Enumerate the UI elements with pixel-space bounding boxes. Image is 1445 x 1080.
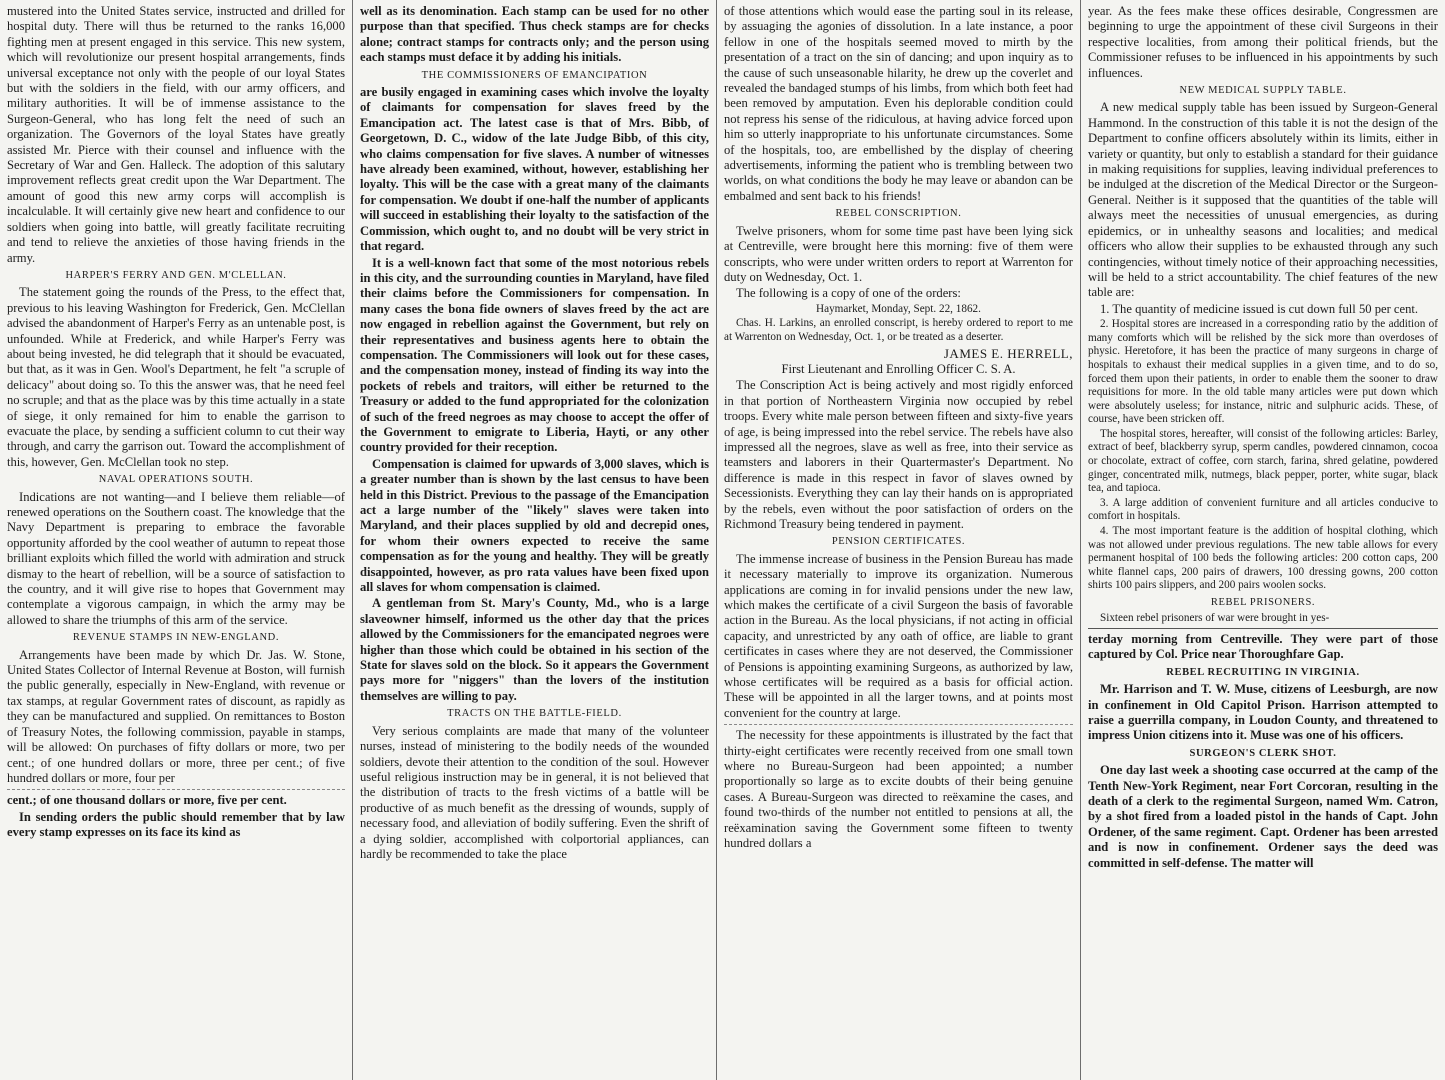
- section-heading: NEW MEDICAL SUPPLY TABLE.: [1179, 85, 1347, 97]
- article-paragraph: In sending orders the public should remember that by law every stamp expresses on its face its kind as: [7, 809, 345, 840]
- article-paragraph: are busily engaged in examining cases which involve the loyalty of claimants for compensation for slaves freed by the Emancipation act. The latest case is that of Mrs. Bibb, of Georgetown, D. C., widow of the late Judge Bibb, of this city, who claims compensation for five slaves. A number of witnesses have already been examined, without, however, establishing her loyalty. This will be the case with a great many of the claimants for compensation. We doubt if one-half the number of applicants will succeed in establishing their loyalty to the satisfaction of the Commission, which ought to, and no doubt will be very strict in that regard.: [360, 85, 709, 254]
- section-heading: HARPER'S FERRY AND GEN. M'CLELLAN.: [65, 269, 287, 281]
- article-paragraph: Mr. Harrison and T. W. Muse, citizens of Leesburgh, are now in confinement in Old Capitol Prison. Harrison attempted to raise a guerrilla company, in Loudon County, and threatened to impress Union citizens into it. Muse was one of his officers.: [1088, 682, 1438, 743]
- column-1: [0, 0, 352, 1080]
- article-paragraph: The following is a copy of one of the orders:: [736, 286, 961, 301]
- order-text: Chas. H. Larkins, an enrolled conscript, is hereby ordered to report to me at Warrenton on Wednesday, Oct. 1, or be treated as a deserter.: [724, 317, 1073, 343]
- article-paragraph: year. As the fees make these offices desirable, Congressmen are beginning to urge the appointment of these civil Surgeons in their respective localities, from among their political friends, but the Commissioner refuses to be influenced in his appointments by such influences.: [1088, 4, 1438, 80]
- article-paragraph: Arrangements have been made by which Dr. Jas. W. Stone, United States Collector of Internal Revenue at Boston, will furnish the public generally, especially in New-England, with revenue or tax stamps, at regular Government rates of discount, as rapidly as they can be manufactured and supplied. On remittances to Boston of Treasury Notes, the following commission, payable in stamps, will be allowed: On purchases of fifty dollars or more, two per cent.; of one hundred dollars or more, three per cent.; of five hundred dollars or more, four per: [7, 647, 345, 785]
- list-item: 2. Hospital stores are increased in a corresponding ratio by the addition of many comforts which will be relished by the sick more than overdoses of physic. Heretofore, it has been the practice of many surgeons in charge of hospitals to exhaust their medical supplies in a given time, and to do so, forced them upon their patients, in order to enable them the sooner to draw requisitions for more. In the old table many articles were put down which were absolutely useless; for instance, nitric and sulphuric acids. These, of course, have been stricken off.: [1088, 318, 1438, 426]
- section-heading: REBEL PRISONERS.: [1210, 597, 1316, 608]
- list-item: 4. The most important feature is the addition of hospital clothing, which was not allowed under previous regulations. The new table allows for every permanent hospital of 100 beds the following articles: 200 cotton caps, 200 white flannel caps, 200 pairs of drawers, 100 dressing gowns, 200 cotton shirts 100 pairs slippers, and 200 pairs woolen socks.: [1088, 525, 1438, 592]
- order-signature-name: JAMES E. HERRELL,: [943, 345, 1073, 361]
- section-heading: THE COMMISSIONERS OF EMANCIPATION: [421, 69, 648, 81]
- article-paragraph: cent.; of one thousand dollars or more, five per cent.: [7, 793, 287, 808]
- article-paragraph: of those attentions which would ease the parting soul in its release, by assuaging the agonies of dissolution. In a late instance, a poor fellow in one of the hospitals seemed moved to mirth by the presentation of a tract on the sin of dancing; and upon inquiry as to the cause of such unseasonable hilarity, he drew up the coverlet and revealed the bandaged stumps of his limbs, from which both feet had been removed by amputation. Even his deplorable condition could not repress his sense of the ridiculous, at having advice forced upon him so utterly inappropriate to his unfortunate circumstances. Some of the hospitals, too, are embellished by the display of cheering advertisements, informing the patient who is trembling between two worlds, on what conditions the body he may leave or abandon can be embalmed and sent back to his friends!: [724, 4, 1073, 203]
- article-paragraph: The statement going the rounds of the Press, to the effect that, previous to his leaving Washington for Frederick, Gen. McClellan advised the abandonment of Harper's Ferry as an untenable post, is unfounded. While at Frederick, and while Harper's Ferry was about being invested, he did telegraph that it should be evacuated, but that, as it was in Gen. Wool's Department, he felt "a scruple of delicacy" about doing so. To this the answer was, that he need feel no scruple; and that as the place was by this time actually in a state of siege, it only remained for him to enable the garrison to evacuate the place, by sending a sufficient column to cut their way through, and carry the garrison out. Toward the accomplishment of this, however, Gen. McClellan took no step.: [7, 285, 345, 469]
- article-paragraph: Twelve prisoners, whom for some time past have been lying sick at Centreville, were brought here this morning: five of them were conscripts, who were under written orders to report at Warrenton for duty on Wednesday, Oct. 1.: [724, 223, 1073, 284]
- section-heading: REBEL CONSCRIPTION.: [835, 208, 962, 220]
- section-heading: PENSION CERTIFICATES.: [831, 536, 966, 548]
- section-heading: REVENUE STAMPS IN NEW-ENGLAND.: [72, 632, 280, 644]
- order-signature-title: First Lieutenant and Enrolling Officer C. S. A.: [781, 361, 1016, 376]
- article-paragraph: The Conscription Act is being actively and most rigidly enforced in that portion of Northeastern Virginia now occupied by rebel troops. Every white male person between fifteen and sixty-five years of age, is being impressed into the rebel service. The rebels have also impressed all the negroes, slave as well as free, into their service as teamsters and laborers in their Quartermaster's Department. No difference is made in this respect in favor of slaves owned by Secessionists. Everything they can lay their hands on is appropriated by the rebels, even without the poor satisfaction of orders on the Richmond Treasury being tendered in payment.: [724, 378, 1073, 531]
- clipping-seam: [7, 789, 345, 790]
- article-paragraph: Sixteen rebel prisoners of war were brought in yes-: [1100, 612, 1330, 625]
- section-heading: SURGEON'S CLERK SHOT.: [1189, 747, 1337, 759]
- article-paragraph: Compensation is claimed for upwards of 3,000 slaves, which is a greater number than is shown by the last census to have been held in this District. Previous to the passage of the Emancipation act a large number of the "likely" slaves were taken into Maryland, and their places supplied by old and decrepid ones, for whom their owners expected to receive the same compensation as for the young and healthy. They will be greatly disappointed, however, as pro rata values have been fixed upon all slaves for whom compensation is claimed.: [360, 456, 709, 595]
- article-paragraph: The necessity for these appointments is illustrated by the fact that thirty-eight certificates were recently received from one small town where no Bureau-Surgeon had been appointed; a number proportionally so large as to excite doubts of their being genuine cases. A Bureau-Surgeon was directed to reëxamine the cases, and found two-thirds of the number not entitled to pensions at all, the reëxamination saving the Government some fifteen to twenty hundred dollars a: [724, 728, 1073, 851]
- article-paragraph: The immense increase of business in the Pension Bureau has made it necessary materially to improve its organization. Numerous applications are coming in for invalid pensions under the new law, which makes the certificate of a civil Surgeon the basis of favorable action in the Bureau. As the local physicians, if not acting in official capacity, and unrestricted by any oath of office, are liable to grant certificates in cases where they are not deserved, the Commissioner of Pensions is appointing examining Surgeons, as authorized by law, whose certificates will be required as a basis for official action. These will be appointed in all the larger towns, and at points most convenient for the country at large.: [724, 551, 1073, 720]
- article-paragraph: well as its denomination. Each stamp can be used for no other purpose than that specified. Thus check stamps are for checks alone; contract stamps for contracts only; and the person using each stamps must deface it by adding his initials.: [360, 4, 709, 65]
- clipping-seam: [1088, 628, 1438, 629]
- section-heading: REBEL RECRUITING IN VIRGINIA.: [1166, 666, 1360, 678]
- article-paragraph: One day last week a shooting case occurred at the camp of the Tenth New-York Regiment, near Fort Corcoran, resulting in the death of a clerk to the regimental Surgeon, named Wm. Catron, by a shot fired from a loaded pistol in the hands of Capt. John Ordener, of the same regiment. Capt. Ordener has been arrested and is now in confinement. Ordener says the deed was committed in self-defense. The matter will: [1088, 763, 1438, 870]
- column-2: [352, 0, 716, 1080]
- article-paragraph: mustered into the United States service, instructed and drilled for hospital duty. There will thus be returned to the ranks 16,000 fighting men at present engaged in this service. This new system, which will revolutionize our present hospital arrangements, finds universal exceptance not only with the people of our loyal States but with the soldiers in the field, with our army officers, and military authorities. It will be of immense assistance to the Surgeon-General, who has long felt the need of such an organization. The Governors of the loyal States have greatly assisted Mr. Pierce with their counsel and influence with the Secretary of War and Gen. Halleck. The adoption of this salutary improvement reflects great credit upon the War Department. The amount of good this new army corps will accomplish is incalculable. It will certainly give new heart and confidence to our soldiers when going into battle, will greatly facilitate recruiting and tend to relieve the anxieties of those having friends in the army.: [7, 4, 345, 265]
- article-paragraph: A new medical supply table has been issued by Surgeon-General Hammond. In the construction of this table it is not the design of the Department to confine officers absolutely within its limits, either in variety or quantity, but only to establish a standard for their guidance in making requisitions for supplies, leaving individual preferences to be indulged at the discretion of the Medical Director or the Surgeon-General. Neither is it supposed that the quantities of the table will always meet the necessities of unusual emergencies, as during epidemics, or in unhealthy seasons and localities; and medical officers who allow their supplies to be exhausted through any such contingencies, without timely notice of their approaching necessities, will be held to a strict accountability. The chief features of the new table are:: [1088, 100, 1438, 300]
- list-item: The hospital stores, hereafter, will consist of the following articles: Barley, extract of beef, blackberry syrup, sperm candles, powdered cinnamon, cocoa or chocolate, extract of coffee, corn starch, farina, shred gelatine, powdered ginger, concentrated milk, nutmegs, black pepper, porter, white sugar, black tea, and tapioca.: [1088, 427, 1438, 495]
- list-item: 3. A large addition of convenient furniture and all articles conducive to comfort in hospitals.: [1088, 496, 1438, 523]
- clipping-seam: [724, 724, 1073, 725]
- article-paragraph: Indications are not wanting—and I believe them reliable—of renewed operations on the Southern coast. The knowledge that the Navy Department is preparing to embrace the favorable opportunity afforded by the cool weather of autumn to repeat those brilliant exploits which filled the world with admiration and struck dismay to the heart of rebellion, will be a source of satisfaction to the country, and it will give rise to hopes that Government may contemplate a vigorous campaign, in which the army may be allowed to share the triumphs of this arm of the service.: [7, 489, 345, 627]
- column-4: [1080, 0, 1445, 1080]
- article-paragraph: It is a well-known fact that some of the most notorious rebels in this city, and the surrounding counties in Maryland, have filed their claims before the Commissioners for compensation. In many cases the bona fide owners of slaves freed by the act are now engaged in rebellion against the Government, but rely on their representatives and business agents here to obtain the compensation. The Commissioners will look out for these cases, and the compensation money, instead of finding its way into the pockets of rebels and traitors, will either be returned to the Treasury or added to the fund appropriated for the colonization of such of the freed negroes as may choose to accept the offer of the Government to emigrate to Liberia, Hayti, or any other country provided for their reception.: [360, 255, 709, 455]
- article-paragraph: A gentleman from St. Mary's County, Md., who is a large slaveowner himself, informed us the other day that the prices allowed by the Commissioners for the emancipated negroes were higher than those which could be obtained in his section of the State for slaves sold on the block. So it appears the Government pays more for "niggers" than the lovers of the institution themselves are willing to pay.: [360, 596, 709, 703]
- section-heading: TRACTS ON THE BATTLE-FIELD.: [447, 708, 622, 720]
- article-paragraph: Very serious complaints are made that many of the volunteer nurses, instead of ministering to the bodily needs of the wounded soldiers, devote their attention to the condition of the soul. However useful religious instruction may be in general, it is not believed that the distribution of tracts to the fresh victims of a battle will be productive of as much benefit as the dressing of wounds, supply of necessary food, and alleviation of bodily suffering. Even the shrift of a dying soldier, accomplished with colportorial appliances, can hardly be recommended to take the place: [360, 723, 709, 861]
- column-3: [716, 0, 1080, 1080]
- article-paragraph: terday morning from Centreville. They were part of those captured by Col. Price near Thoroughfare Gap.: [1088, 632, 1438, 662]
- order-dateline: Haymarket, Monday, Sept. 22, 1862.: [816, 302, 981, 315]
- list-item: 1. The quantity of medicine issued is cut down full 50 per cent.: [1100, 301, 1419, 316]
- section-heading: NAVAL OPERATIONS SOUTH.: [98, 474, 254, 486]
